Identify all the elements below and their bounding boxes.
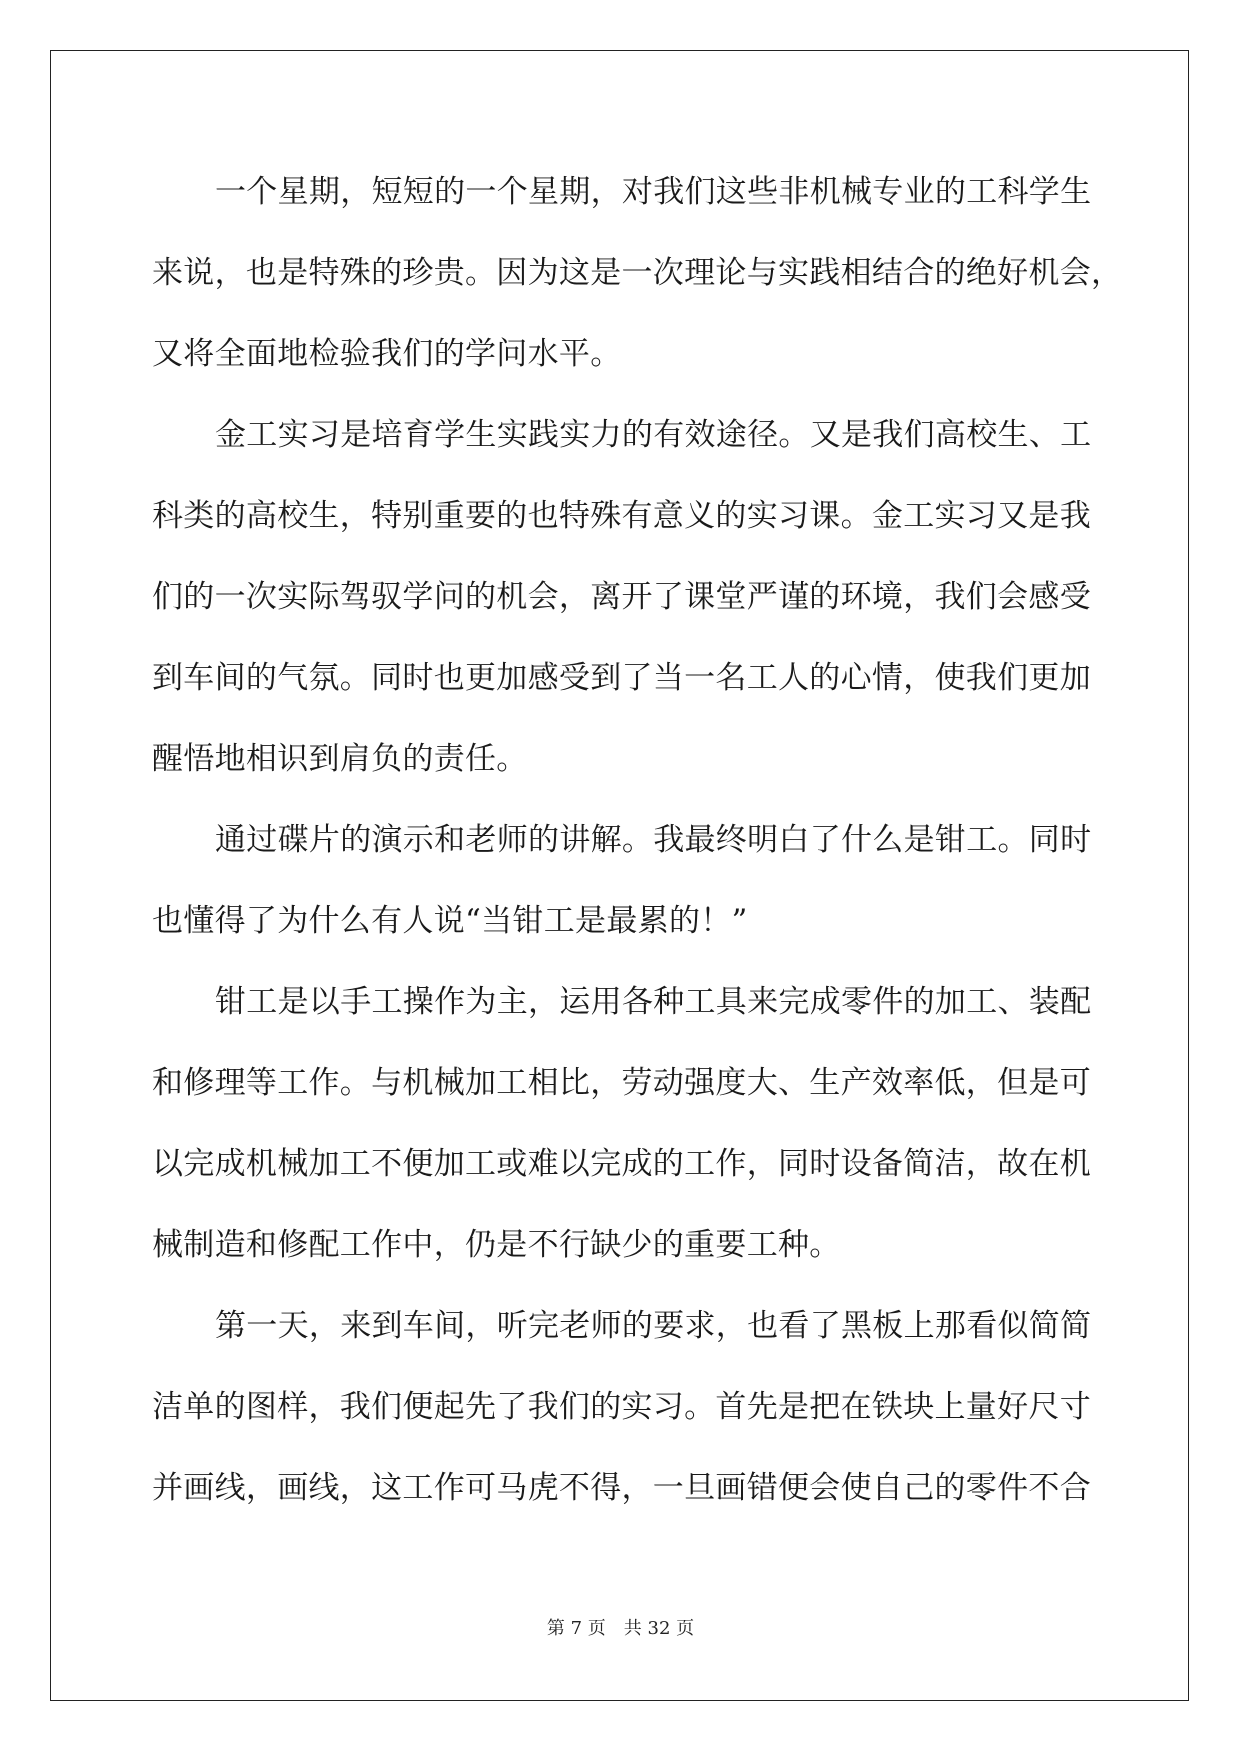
text-line: 科类的高校生，特别重要的也特殊有意义的实习课。金工实习又是我 bbox=[152, 498, 1091, 534]
text-line: 洁单的图样，我们便起先了我们的实习。首先是把在铁块上量好尺寸 bbox=[152, 1389, 1091, 1425]
text-line: 械制造和修配工作中，仍是不行缺少的重要工种。 bbox=[152, 1227, 841, 1263]
text-line: 钳工是以手工操作为主，运用各种工具来完成零件的加工、装配 bbox=[215, 984, 1092, 1020]
text-line: 醒悟地相识到肩负的责任。 bbox=[152, 741, 528, 777]
text-line: 并画线，画线，这工作可马虎不得，一旦画错便会使自己的零件不合 bbox=[152, 1470, 1091, 1506]
text-line: 以完成机械加工不便加工或难以完成的工作，同时设备简洁，故在机 bbox=[152, 1146, 1091, 1182]
text-line: 和修理等工作。与机械加工相比，劳动强度大、生产效率低，但是可 bbox=[152, 1065, 1091, 1101]
text-line: 第一天，来到车间，听完老师的要求，也看了黑板上那看似简简 bbox=[215, 1308, 1092, 1344]
text-line: 来说，也是特殊的珍贵。因为这是一次理论与实践相结合的绝好机会， bbox=[152, 255, 1123, 291]
page-number-footer: 第 7 页 共 32 页 bbox=[546, 1618, 695, 1639]
text-line: 金工实习是培育学生实践实力的有效途径。又是我们高校生、工 bbox=[215, 417, 1092, 453]
text-line: 通过碟片的演示和老师的讲解。我最终明白了什么是钳工。同时 bbox=[215, 822, 1092, 858]
document-body bbox=[152, 162, 1123, 1539]
text-line: 们的一次实际驾驭学问的机会，离开了课堂严谨的环境，我们会感受 bbox=[152, 579, 1091, 615]
text-line: 到车间的气氛。同时也更加感受到了当一名工人的心情，使我们更加 bbox=[152, 660, 1091, 696]
text-line: 一个星期，短短的一个星期，对我们这些非机械专业的工科学生 bbox=[215, 174, 1092, 210]
text-line: 又将全面地检验我们的学问水平。 bbox=[152, 336, 622, 372]
text-line: 也懂得了为什么有人说“当钳工是最累的！” bbox=[152, 903, 748, 939]
